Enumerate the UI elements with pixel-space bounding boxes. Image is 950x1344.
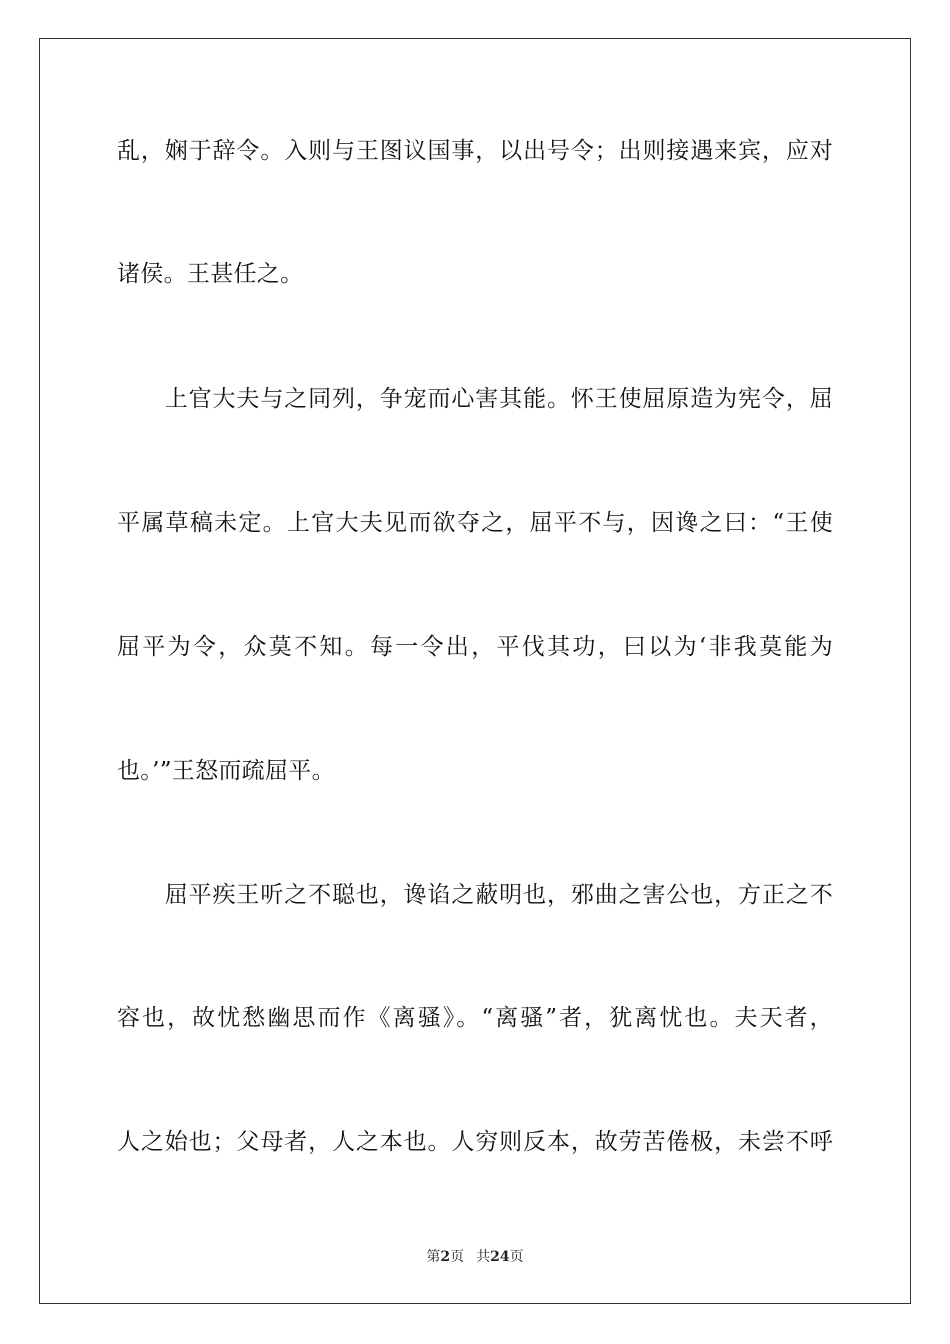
page-border (39, 38, 911, 1304)
text-line-1: 乱，娴于辞令。入则与王图议国事，以出号令；出则接遇来宾，应对 (117, 138, 833, 164)
page-footer (0, 1248, 950, 1266)
footer-total-prefix: 共 (476, 1249, 491, 1265)
footer-page-suffix: 页 (450, 1249, 465, 1265)
footer-page-number: 2 (440, 1249, 451, 1265)
footer-total-suffix: 页 (509, 1249, 524, 1265)
text-line-3: 上官大夫与之同列，争宠而心害其能。怀王使屈原造为宪令，屈 (117, 386, 833, 412)
text-line-7: 屈平疾王听之不聪也，谗谄之蔽明也，邪曲之害公也，方正之不 (117, 882, 833, 908)
text-line-6: 也。’”王怒而疏屈平。 (117, 758, 335, 784)
footer-page-prefix: 第 (426, 1249, 441, 1265)
text-line-4: 平属草稿未定。上官大夫见而欲夺之，屈平不与，因谗之曰：“王使 (117, 510, 833, 536)
footer-total-pages: 24 (490, 1249, 510, 1265)
text-line-8: 容也，故忧愁幽思而作《离骚》。“离骚”者，犹离忧也。夫天者， (117, 1005, 833, 1031)
text-line-2: 诸侯。王甚任之。 (117, 261, 304, 287)
text-line-5: 屈平为令，众莫不知。每一令出，平伐其功，曰以为‘非我莫能为 (117, 634, 833, 660)
text-line-9: 人之始也；父母者，人之本也。人穷则反本，故劳苦倦极，未尝不呼 (117, 1129, 833, 1155)
